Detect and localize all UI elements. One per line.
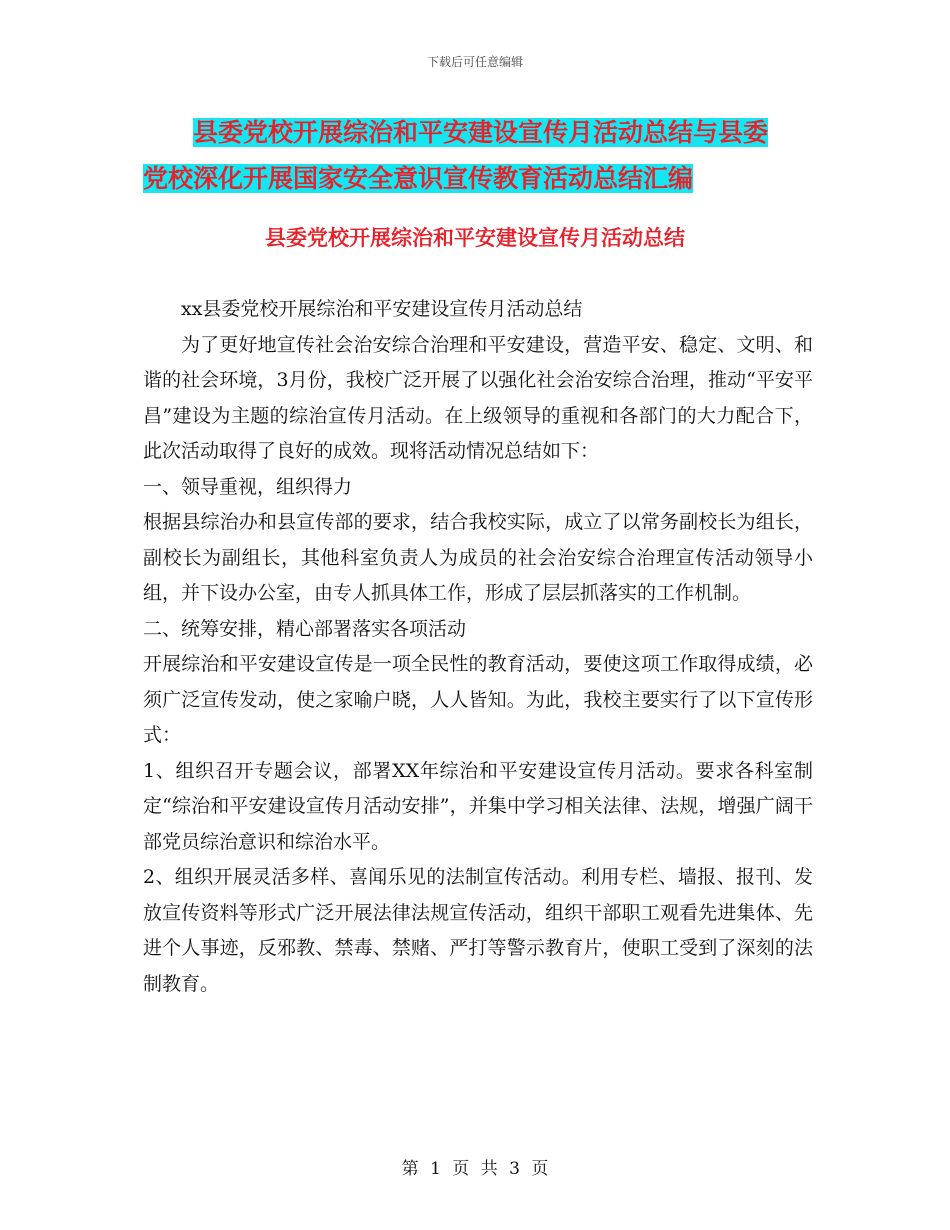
heading-section-1: 一、领导重视，组织得力 bbox=[143, 475, 353, 498]
paragraph-item-2: 2、组织开展灵活多样、喜闻乐见的法制宣传活动。利用专栏、墙报、报刊、发放宣传资料等形式广泛开展法律法规宣传活动，组织干部职工观看先进集体、先进个人事迹，反邪教、禁毒、禁赌、严打等警示教育片，使职工受到了深刻的法制教育。 bbox=[143, 866, 813, 995]
paragraph-section-2: 开展综治和平安建设宣传是一项全民性的教育活动，要使这项工作取得成绩，必须广泛宣传发动，使之家喻户晓，人人皆知。为此，我校主要实行了以下宣传形式： bbox=[143, 653, 813, 746]
title-line-1 bbox=[143, 110, 823, 156]
paragraph-doc-name: xx县委党校开展综治和平安建设宣传月活动总结 bbox=[181, 298, 583, 320]
document-title bbox=[143, 110, 823, 202]
title-line-1-text: 县委党校开展综治和平安建设宣传月活动总结与县委 bbox=[193, 118, 769, 147]
document-body bbox=[143, 292, 813, 1002]
paragraph-intro: 为了更好地宣传社会治安综合治理和平安建设，营造平安、稳定、文明、和谐的社会环境，3月份，我校广泛开展了以强化社会治安综合治理，推动“平安平昌”建设为主题的综治宣传月活动。在上级领导的重视和各部门的大力配合下，此次活动取得了良好的成效。现将活动情况总结如下： bbox=[143, 333, 813, 462]
paragraph-item-1: 1、组织召开专题会议，部署XX年综治和平安建设宣传月活动。要求各科室制定“综治和平安建设宣传月活动安排”，并集中学习相关法律、法规，增强广阔干部党员综治意识和综治水平。 bbox=[143, 759, 813, 853]
title-line-2 bbox=[143, 156, 823, 202]
section-title: 县委党校开展综治和平安建设宣传月活动总结 bbox=[265, 226, 685, 250]
page-footer: 第 1 页 共 3 页 bbox=[401, 1159, 549, 1179]
title-line-2-text: 党校深化开展国家安全意识宣传教育活动总结汇编 bbox=[143, 164, 694, 193]
heading-section-2: 二、统筹安排，精心部署落实各项活动 bbox=[143, 617, 467, 640]
header-note: 下载后可任意编辑 bbox=[426, 55, 523, 69]
paragraph-section-1: 根据县综治办和县宣传部的要求，结合我校实际，成立了以常务副校长为组长，副校长为副组长，其他科室负责人为成员的社会治安综合治理宣传活动领导小组，并下设办公室，由专人抓具体工作，形成了层层抓落实的工作机制。 bbox=[143, 511, 813, 604]
